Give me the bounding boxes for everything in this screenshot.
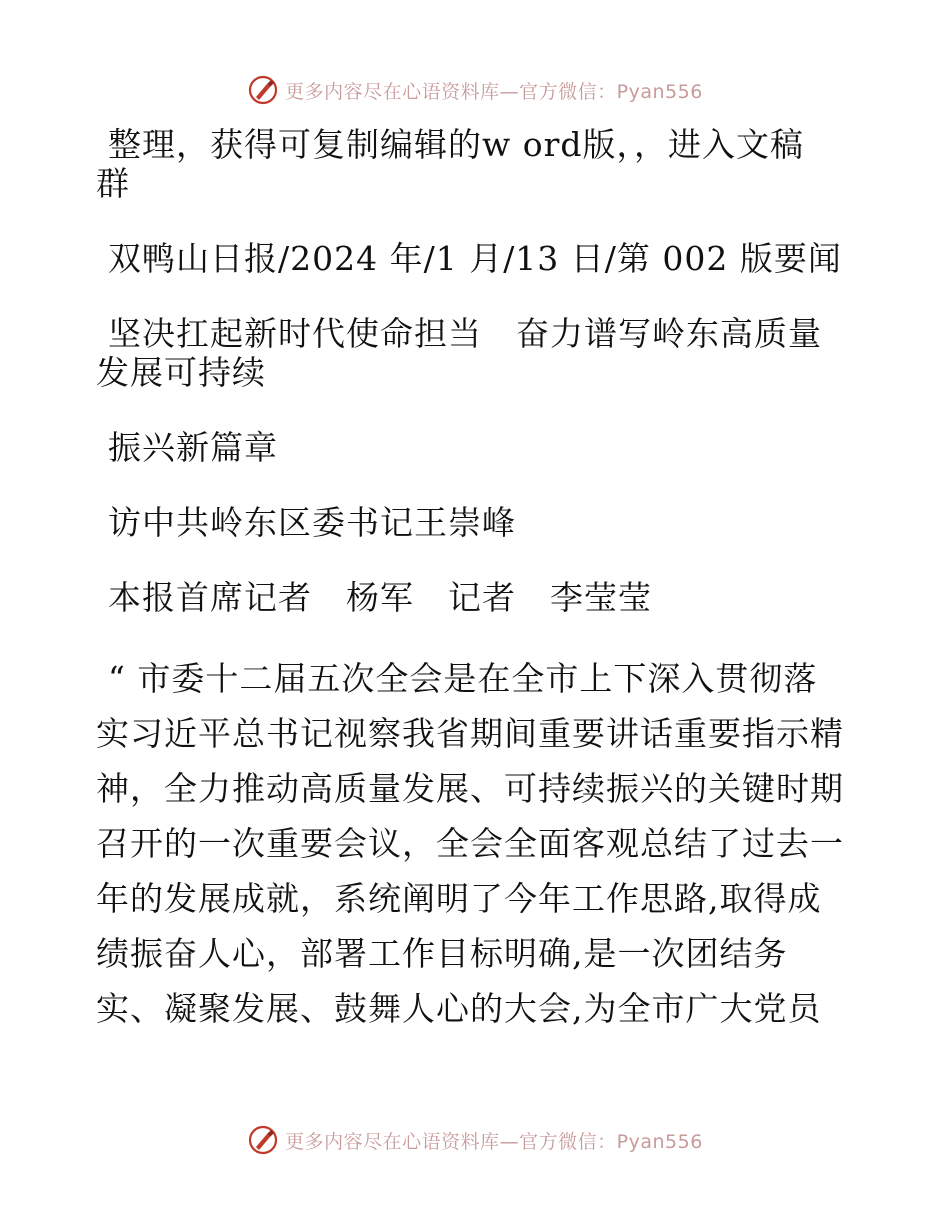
text-line: 坚决扛起新时代使命担当 奋力谱写岭东高质量 xyxy=(108,314,822,353)
text-line: 绩振奋人心，部署工作目标明确,是一次团结务 xyxy=(96,934,788,973)
text-line: “ 市委十二届五次全会是在全市上下深入贯彻落 xyxy=(108,659,818,698)
byline: 本报首席记者 杨军 记者 李莹莹 xyxy=(108,578,652,617)
text-line: 发展可持续 xyxy=(96,353,266,392)
watermark-text: 更多内容尽在心语资料库—官方微信：Pyan556 xyxy=(285,1130,703,1153)
watermark-text: 更多内容尽在心语资料库—官方微信：Pyan556 xyxy=(285,80,703,103)
pen-circle-icon xyxy=(247,1124,279,1156)
text-line: 年的发展成就，系统阐明了今年工作思路,取得成 xyxy=(96,879,822,918)
pen-circle-icon xyxy=(247,74,279,106)
headline-continuation: 振兴新篇章 xyxy=(108,428,278,467)
subtitle: 访中共岭东区委书记王崇峰 xyxy=(108,503,516,542)
watermark-header xyxy=(0,70,950,110)
text-line: 实、凝聚发展、鼓舞人心的大会,为全市广大党员 xyxy=(96,989,822,1028)
body-paragraph xyxy=(96,651,856,1036)
headline xyxy=(96,314,856,392)
text-line: 整理，获得可复制编辑的w ord版，，进入文稿 xyxy=(108,125,805,164)
intro-paragraph xyxy=(96,125,856,203)
text-line: 实习近平总书记视察我省期间重要讲话重要指示精 xyxy=(96,714,844,753)
text-line: 神，全力推动高质量发展、可持续振兴的关键时期 xyxy=(96,769,844,808)
watermark-footer xyxy=(0,1120,950,1160)
text-line: 召开的一次重要会议，全会全面客观总结了过去一 xyxy=(96,824,844,863)
document-body xyxy=(96,118,856,1036)
dateline: 双鸭山日报/2024 年/1 月/13 日/第 002 版要闻 xyxy=(108,239,842,278)
text-line: 群 xyxy=(96,164,130,203)
